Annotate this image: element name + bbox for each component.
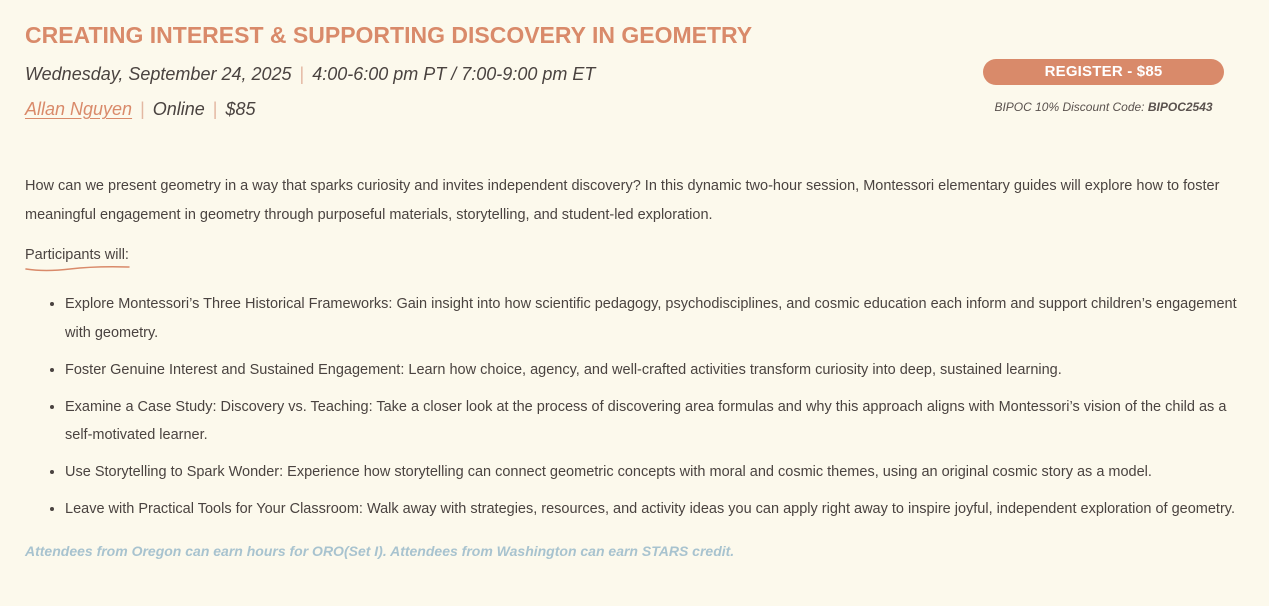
register-button[interactable]: REGISTER - $85 bbox=[983, 59, 1224, 85]
discount-code: BIPOC2543 bbox=[1147, 100, 1213, 114]
squiggle-underline-icon bbox=[25, 264, 131, 272]
discount-prefix: BIPOC 10% Discount Code: bbox=[994, 100, 1145, 114]
event-details bbox=[25, 99, 256, 120]
separator: | bbox=[299, 64, 305, 84]
event-price: $85 bbox=[225, 99, 256, 119]
separator: | bbox=[140, 99, 145, 119]
list-item: • Leave with Practical Tools for Your Classroom: Walk away with strategies, resources, and activity ideas you can apply right away to inspire joyful, independent exploration of geometry. bbox=[65, 495, 1245, 524]
event-time: 4:00-6:00 pm PT / 7:00-9:00 pm ET bbox=[312, 64, 596, 84]
credit-note: Attendees from Oregon can earn hours for ORO(Set I). Attendees from Washington can earn STARS credit. bbox=[25, 543, 735, 559]
presenter-link[interactable]: Allan Nguyen bbox=[25, 99, 133, 119]
outcomes-list bbox=[25, 290, 1245, 532]
list-item: • Examine a Case Study: Discovery vs. Teaching: Take a closer look at the process of discovering area formulas and why this approach aligns with Montessori’s vision of the child as a self-motivated learner. bbox=[65, 393, 1245, 450]
event-datetime bbox=[25, 64, 595, 85]
list-item: • Foster Genuine Interest and Sustained Engagement: Learn how choice, agency, and well-crafted activities transform curiosity into deep, sustained learning. bbox=[65, 356, 1245, 385]
separator: | bbox=[212, 99, 218, 119]
list-item: • Use Storytelling to Spark Wonder: Experience how storytelling can connect geometric concepts with moral and cosmic themes, using an original cosmic story as a model. bbox=[65, 458, 1245, 487]
participants-heading bbox=[25, 247, 129, 263]
event-title: CREATING INTEREST & SUPPORTING DISCOVERY IN GEOMETRY bbox=[25, 22, 753, 48]
participants-heading-label: Participants will: bbox=[25, 247, 129, 263]
event-description: How can we present geometry in a way that sparks curiosity and invites independent discovery? In this dynamic two-hour session, Montessori elementary guides will explore how to foster meaningful engagement in geometry through purposeful materials, storytelling, and student-led exploration. bbox=[25, 178, 1220, 223]
event-format: Online bbox=[152, 99, 205, 119]
list-item: • Explore Montessori’s Three Historical Frameworks: Gain insight into how scientific pedagogy, psychodisciplines, and cosmic education each inform and support children’s engagement with geometry. bbox=[65, 290, 1245, 347]
discount-code-note bbox=[983, 100, 1224, 114]
event-date: Wednesday, September 24, 2025 bbox=[25, 64, 292, 84]
